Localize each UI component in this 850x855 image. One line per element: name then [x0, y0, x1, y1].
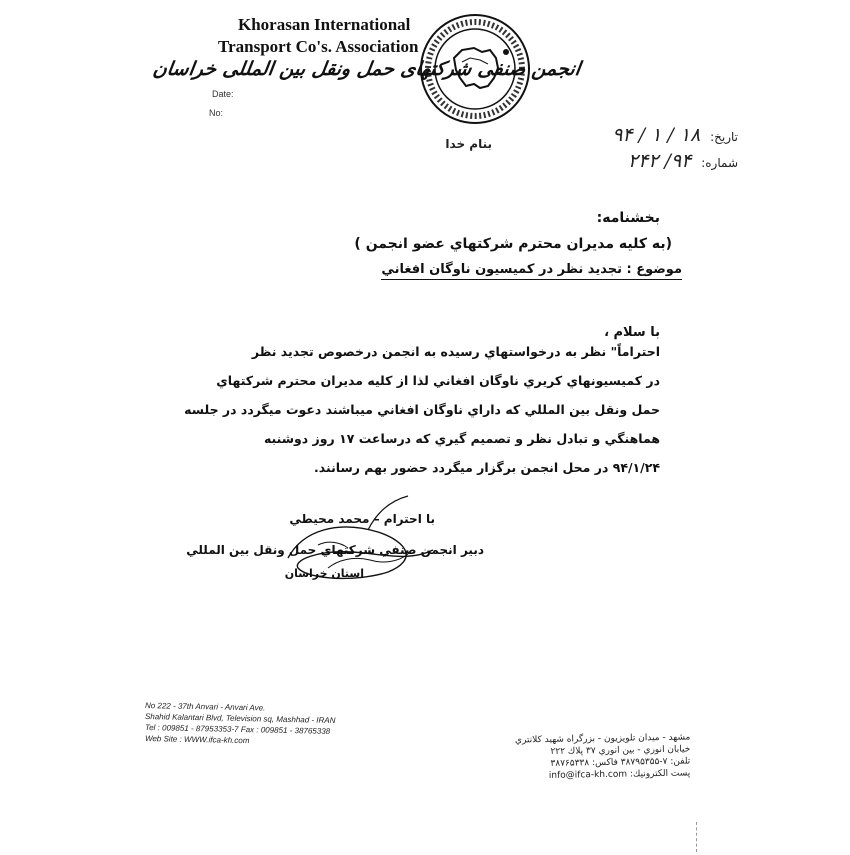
- number-value: ۹۴/ ۲۴۲: [627, 150, 692, 172]
- persian-association-name: انجمن صنفی شرکتهای حمل ونقل بین المللی خراسان: [151, 58, 582, 80]
- body-line-1: احتراماً" نظر به درخواستهاي رسيده به انجمن درخصوص تجديد نظر: [251, 344, 660, 359]
- greeting: با سلام ،: [604, 325, 660, 340]
- date-label-en: Date:: [212, 89, 234, 99]
- number-label: شماره:: [701, 156, 738, 170]
- recipient-line: (به كليه مديران محترم شركتهاي عضو انجمن ): [354, 236, 672, 252]
- subject-line: موضوع : تجديد نظر در كميسيون ناوگان افغاني: [381, 262, 682, 280]
- date-label: تاريخ:: [710, 130, 738, 144]
- english-name-line2: Transport Co's. Association: [218, 37, 419, 56]
- footer-english-address: [145, 700, 335, 744]
- english-name-line1: Khorasan International: [238, 15, 411, 34]
- number-label-en: No:: [209, 108, 224, 118]
- body-line-3: حمل ونقل بين المللي كه داراي ناوگان افغاني ميباشند دعوت ميگردد در جلسه: [184, 402, 660, 417]
- footer-en-line-3: Tel : 009851 - 87953353-7 Fax : 009851 - 38765338: [144, 723, 331, 736]
- english-association-name: [218, 14, 418, 58]
- circular-title: بخشنامه:: [596, 210, 660, 226]
- body-line-4: هماهنگي و تبادل نظر و تصميم گيري كه درساعت ۱۷ روز دوشنبه: [263, 431, 660, 446]
- footer-fa-line-4: پست الكترونيك: info@ifca-kh.com: [548, 768, 691, 781]
- footer-fa-line-3: تلفن: ۷-۳۸۷۹۵۳۵۵ فاكس: ۳۸۷۶۵۳۳۸: [550, 756, 691, 769]
- signature-scribble-icon: [258, 490, 458, 590]
- signatory-region: استان خراسان: [284, 567, 364, 580]
- date-value: ۱۸ / ۱ / ۹۴: [612, 124, 701, 146]
- signatory-title: دبير انجمن صنفي شركتهاي حمل ونقل بين المللي: [186, 543, 484, 557]
- footer-persian-address: [515, 733, 690, 781]
- bismillah: بنام خدا: [445, 137, 492, 151]
- footer-en-line-1: No 222 - 37th Anvari - Anvari Ave.: [144, 701, 266, 713]
- footer-en-line-2: Shahid Kalantari Blvd, Television sq, Mashhad - IRAN: [144, 712, 336, 725]
- number-field: [628, 150, 738, 172]
- regards-line: با احترام – محمد محيطي: [289, 512, 435, 526]
- date-field: [612, 124, 738, 146]
- footer-fa-line-1: مشهد - ميدان تلويزيون - بزرگراه شهيد كلانتري: [514, 732, 691, 746]
- footer-fa-line-2: خيابان انوري - بين انوري ۳۷ پلاك ۲۲۲: [550, 744, 691, 757]
- handwritten-signature: [258, 490, 458, 590]
- page-fold-mark: [696, 822, 698, 852]
- footer-en-line-4: Web Site : WWW.ifca-kh.com: [144, 734, 250, 746]
- body-line-5: ۹۴/۱/۲۴ در محل انجمن برگزار ميگردد حضور بهم رسانند.: [314, 460, 660, 475]
- body-line-2: در كميسيونهاي كريري ناوگان افغاني لذا از كليه مديران محترم شركتهاي: [216, 373, 660, 388]
